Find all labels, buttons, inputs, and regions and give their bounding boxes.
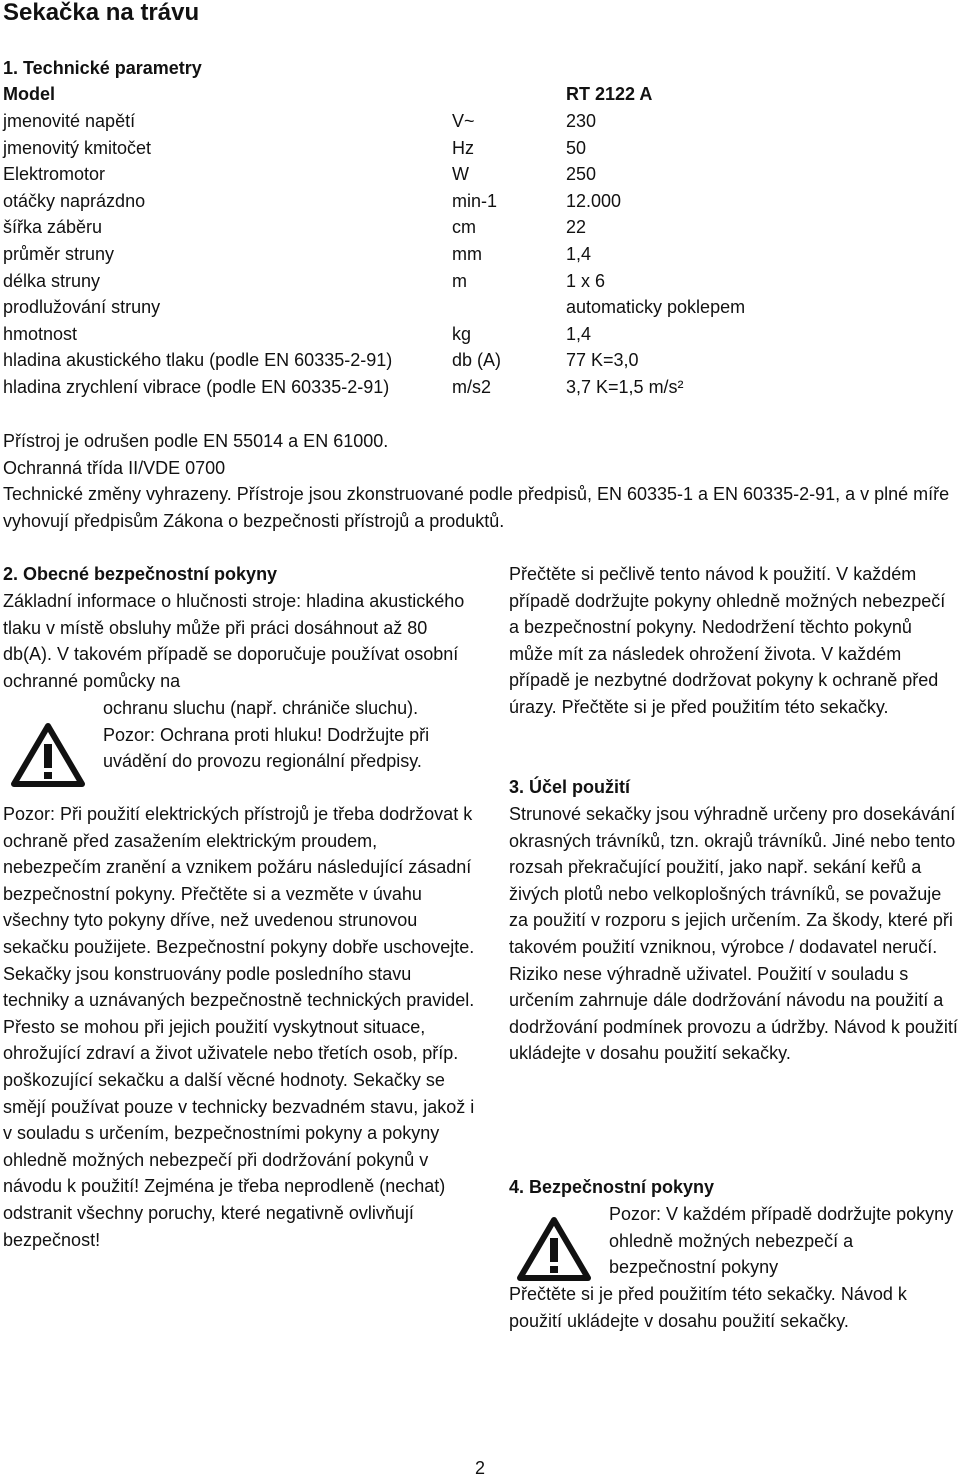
tech-row [0, 321, 960, 347]
tech-label: šířka záběru [3, 217, 103, 238]
section3-body: Strunové sekačky jsou výhradně určeny pro dosekávání okrasných trávníků, tzn. okrajů trávníků. Jiné nebo tento rozsah překračující použití, jako např. sekání keřů a živých plotů nebo velkoplošných trávníků, se považuje za použití v rozporu s jejich určením. Za škody, které při takovém použití vzniknou, výrobce / dodavatel neručí. Riziko nese výhradně uživatel. Použití v souladu s určením zahrnuje dále dodržování návodu na použití a dodržování podmínek provozu a údržby. Návod k použití ukládejte v dosahu použití sekačky. [509, 804, 958, 1064]
tech-unit: m/s2 [452, 377, 492, 397]
section2-body: Pozor: Při použití elektrických přístrojů je třeba dodržovat k ochraně před zasažením elektrickým proudem, nebezpečím zranění a vznikem požáru následující zásadní bezpečnostní pokyny. Přečtěte si a vezměte v úvahu všechny tyto pokyny dříve, než uvedenou strunovou sekačku použijete. Bezpečnostní pokyny dobře uschovejte. Sekačky jsou konstruovány podle posledního stavu techniky a uznávaných bezpečnostně technických pravidel. Přesto se mohou při jejich použití vyskytnout situace, ohrožující zdraví a život uživatele nebo třetích osob, příp. poškozující sekačku a další věcné hodnoty. Sekačky se smějí používat pouze v technicky bezvadném stavu, jakož i v souladu s určením, bezpečnostními pokyny a pokyny ohledně možných nebezpečí při dodržování pokynů v návodu k použití! Zejména je třeba neprodleně (nechat) odstranit všechny poruchy, které negativně ovlivňují bezpečnost! [3, 804, 475, 1250]
tech-label: průměr struny [3, 244, 115, 264]
tech-row [0, 241, 960, 267]
tech-unit: m [452, 270, 467, 291]
tech-row [0, 294, 960, 320]
read-manual-notice: Přečtěte si pečlivě tento návod k použití. V každém případě dodržujte pokyny ohledně možných nebezpečí a bezpečnostní pokyny. Nedodržení těchto pokynů může mít za následek ohrožení života. V každém případě je nezbytné dodržovat pokyny k ochraně před úrazy. Přečtěte si je před použitím této sekačky. [509, 564, 946, 717]
tech-value: 1,4 [566, 323, 592, 344]
tech-row [0, 374, 960, 400]
tech-unit: W [452, 164, 469, 185]
page-title: Sekačka na trávu [3, 0, 200, 26]
tech-row [0, 135, 960, 161]
note-protection-class: Ochranná třída II/VDE 0700 [3, 458, 226, 478]
tech-row [0, 161, 960, 187]
tech-value: 1 x 6 [566, 270, 606, 291]
tech-label: jmenovité napětí [3, 111, 136, 131]
tech-model-label: Model [3, 84, 55, 104]
tech-row [0, 188, 960, 214]
tech-label: hladina zrychlení vibrace (podle EN 60335-2-91) [3, 377, 390, 397]
section3-heading: 3. Účel použití [509, 777, 631, 797]
section2-hearing-warning: ochranu sluchu (např. chrániče sluchu). Pozor: Ochrana proti hluku! Dodržujte při uvádění do provozu regionální předpisy. [103, 698, 430, 772]
tech-unit: Hz [452, 137, 474, 158]
tech-label: otáčky naprázdno [3, 190, 146, 211]
tech-model-row [0, 81, 960, 107]
section4-warning: Pozor: V každém případě dodržujte pokyny ohledně možných nebezpečí a bezpečnostní pokyny [609, 1204, 954, 1278]
tech-label: prodlužování struny [3, 297, 161, 318]
tech-value: 77 K=3,0 [566, 350, 639, 371]
tech-row [0, 347, 960, 373]
tech-unit: V~ [452, 111, 475, 131]
tech-label: hladina akustického tlaku (podle EN 60335-2-91) [3, 350, 393, 371]
section2-heading: 2. Obecné bezpečnostní pokyny [3, 564, 278, 584]
warning-triangle-icon [10, 720, 86, 790]
tech-value: 230 [566, 111, 597, 131]
note-changes: Technické změny vyhrazeny. Přístroje jsou zkonstruované podle předpisů, EN 60335-1 a EN 60335-2-91, a v plné míře vyhovují předpisům Zákona o bezpečnosti přístrojů a produktů. [3, 484, 950, 531]
section4-body: Přečtěte si je před použitím této sekačky. Návod k použití ukládejte v dosahu použití sekačky. [509, 1284, 907, 1331]
warning-triangle-icon [516, 1214, 592, 1284]
section4-heading: 4. Bezpečnostní pokyny [509, 1177, 715, 1197]
tech-label: Elektromotor [3, 164, 106, 185]
tech-unit: kg [452, 323, 472, 344]
tech-value: 3,7 K=1,5 m/s² [566, 377, 684, 397]
tech-row [0, 214, 960, 240]
tech-model-value: RT 2122 A [566, 84, 653, 104]
tech-unit: cm [452, 217, 476, 238]
note-interference: Přístroj je odrušen podle EN 55014 a EN 61000. [3, 431, 389, 451]
tech-value: 12.000 [566, 190, 622, 211]
tech-value: 250 [566, 164, 597, 185]
tech-heading: 1. Technické parametry [3, 58, 202, 78]
tech-unit: min-1 [452, 190, 498, 211]
tech-label: jmenovitý kmitočet [3, 137, 152, 158]
page-number: 2 [474, 1458, 485, 1478]
tech-row [0, 268, 960, 294]
tech-row [0, 108, 960, 134]
tech-value: 50 [566, 137, 587, 158]
tech-value: 1,4 [566, 244, 592, 264]
tech-label: hmotnost [3, 323, 78, 344]
tech-unit: db (A) [452, 350, 502, 371]
section2-intro: Základní informace o hlučnosti stroje: hladina akustického tlaku v místě obsluhy může při práci dosáhnout až 80 db(A). V takovém případě se doporučuje používat osobní ochranné pomůcky na [3, 591, 465, 691]
tech-unit: mm [452, 244, 482, 264]
tech-value: automaticky poklepem [566, 297, 746, 318]
tech-value: 22 [566, 217, 587, 238]
tech-label: délka struny [3, 270, 101, 291]
